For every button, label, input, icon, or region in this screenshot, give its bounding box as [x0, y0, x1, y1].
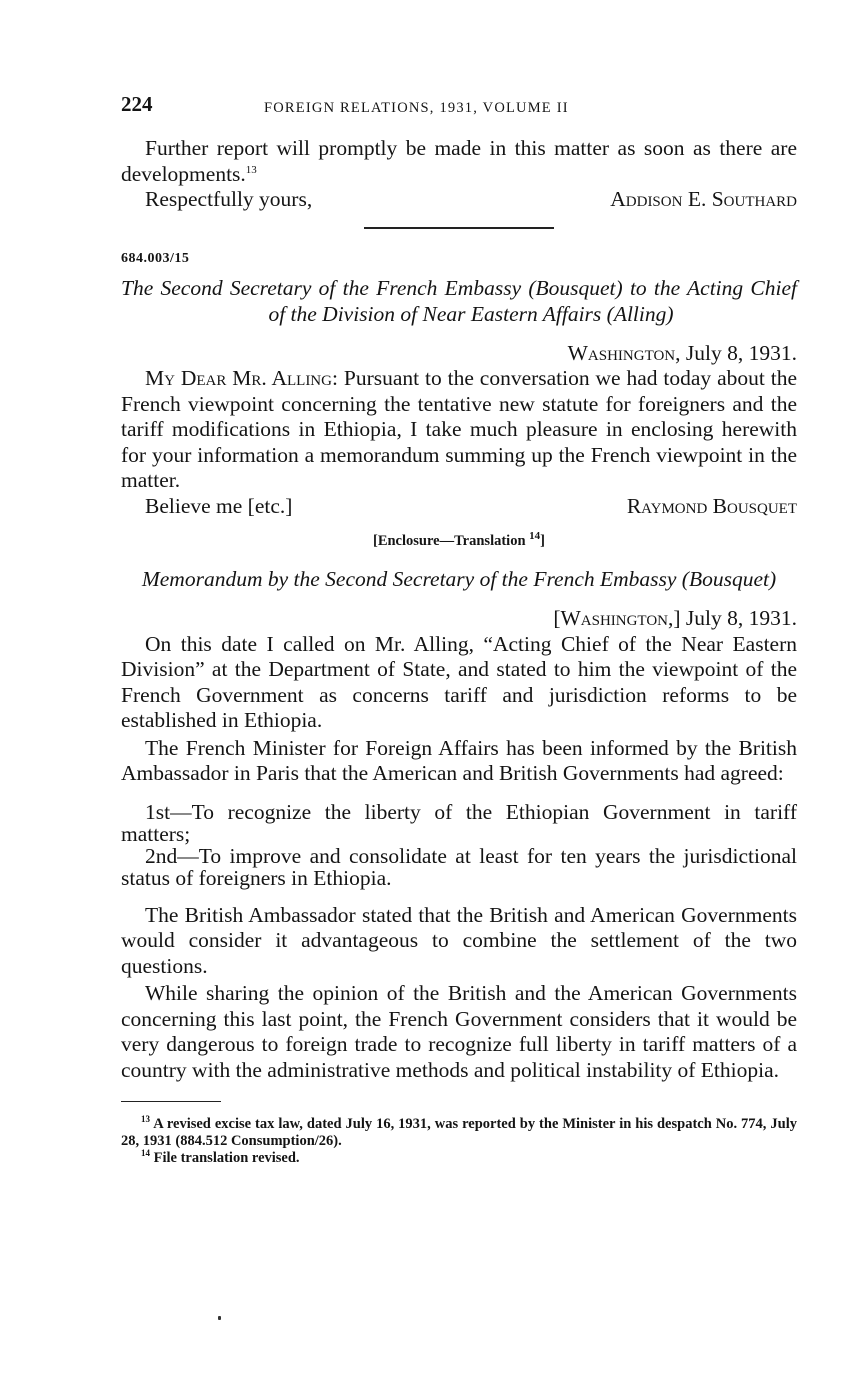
- file-number: 684.003/15: [121, 250, 190, 266]
- memorandum-dateline-place: [Washington,]: [553, 606, 681, 630]
- footnotes: [121, 1116, 797, 1167]
- page-number: 224: [121, 92, 153, 116]
- previous-letter-signature-line: [121, 187, 797, 213]
- memorandum-paragraph: The French Minister for Foreign Affairs has been informed by the British Ambassador in Paris that the American and British Governments had agreed:: [121, 735, 797, 785]
- letter-dateline-place: Washington,: [567, 340, 681, 365]
- list-item: 1st—To recognize the liberty of the Ethiopian Government in tariff matters;: [121, 799, 797, 846]
- letter-salutation: My Dear Mr. Alling:: [145, 366, 338, 390]
- stray-ink-mark: [218, 1316, 221, 1320]
- memorandum-paragraph: While sharing the opinion of the British and the American Governments concerning this last point, the French Government considers that it would be very dangerous to foreign trade to recognize full liberty in tariff matters of a country with the administrative methods and political instability of Ethiopia.: [121, 981, 797, 1082]
- letter-signature: Raymond Bousquet: [626, 493, 797, 518]
- footnote-divider: [121, 1101, 221, 1102]
- enclosure-label-text: [Enclosure—Translation: [372, 533, 526, 549]
- previous-letter-body: Further report will promptly be made in this matter as soon as there are developments.: [121, 136, 797, 186]
- letter-closing: Believe me [etc.]: [145, 493, 293, 518]
- enclosure-label: [121, 530, 797, 550]
- footnote-marker: 13: [141, 1114, 150, 1125]
- letter-body: [121, 366, 797, 494]
- footnote: [121, 1116, 797, 1150]
- footnote-text: A revised excise tax law, dated July 16, 1931, was reported by the Minister in his despatch No. 774, July 28, 1931 (884.512 Consumption/26).: [121, 1116, 797, 1149]
- letter-signature-line: [121, 494, 797, 520]
- running-head: [121, 92, 797, 122]
- memorandum-dateline: [121, 606, 797, 632]
- document-page: [121, 92, 797, 1167]
- memorandum-dateline-date: July 8, 1931.: [685, 606, 797, 630]
- footnote: [121, 1150, 797, 1167]
- enclosure-label-end: ]: [540, 533, 545, 549]
- previous-letter-text: [121, 136, 797, 187]
- footnote-text: File translation revised.: [153, 1150, 300, 1166]
- document-title: The Second Secretary of the French Embassy (Bousquet) to the Acting Chief of the Division of Near Eastern Affairs (Alling): [121, 275, 797, 326]
- previous-letter-closing: Respectfully yours,: [145, 187, 313, 211]
- agreement-list: [121, 801, 797, 889]
- memorandum-title: Memorandum by the Second Secretary of the French Embassy (Bousquet): [141, 567, 777, 591]
- section-divider: [364, 227, 554, 229]
- running-head-title: FOREIGN RELATIONS, 1931, VOLUME II: [264, 100, 569, 116]
- memorandum-paragraph: The British Ambassador stated that the British and American Governments would consider it advantageous to combine the settlement of the two questions.: [121, 902, 797, 978]
- letter-dateline-date: July 8, 1931.: [685, 340, 797, 365]
- footnote-marker: 14: [141, 1148, 150, 1159]
- list-item: 2nd—To improve and consolidate at least for ten years the jurisdictional status of foreigners in Ethiopia.: [121, 843, 797, 890]
- letter-dateline: [121, 341, 797, 367]
- letter-body-text: Pursuant to the conversation we had today about the French viewpoint concerning the tentative new statute for foreigners and the tariff modifications in Ethiopia, I take much pleasure in enclosing herewith for your information a memorandum summing up the French viewpoint in the matter.: [121, 366, 797, 492]
- footnote-ref-14: 14: [529, 530, 541, 543]
- previous-letter-signature: Addison E. Southard: [610, 187, 797, 211]
- memorandum-paragraph: On this date I called on Mr. Alling, “Acting Chief of the Near Eastern Division” at the Department of State, and stated to him the viewpoint of the French Government as concerns tariff and jurisdiction reforms to be established in Ethiopia.: [121, 631, 797, 732]
- footnote-ref-13: 13: [245, 163, 257, 176]
